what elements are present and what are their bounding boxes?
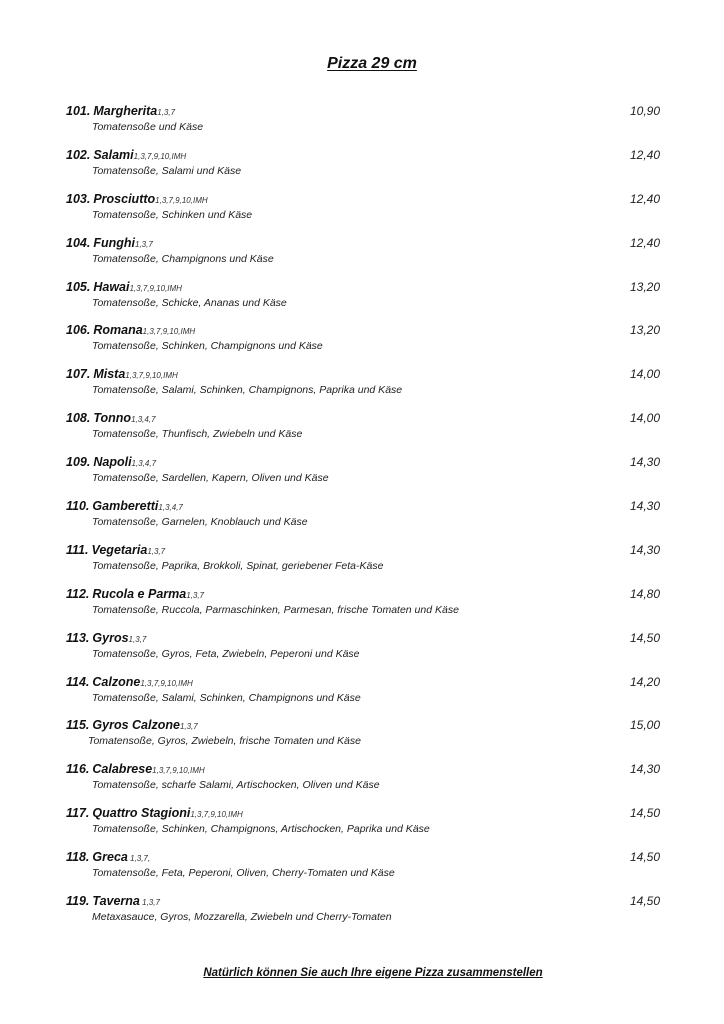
item-heading bbox=[66, 280, 660, 296]
item-description: Tomatensoße, Feta, Peperoni, Oliven, Cherry-Tomaten und Käse bbox=[92, 867, 395, 880]
menu-item bbox=[66, 455, 660, 499]
menu-item bbox=[66, 367, 660, 411]
item-heading bbox=[66, 718, 660, 734]
item-number: 109. bbox=[66, 455, 91, 470]
item-name: Margherita bbox=[93, 104, 158, 118]
item-description: Tomatensoße, Garnelen, Knoblauch und Käse bbox=[92, 516, 308, 529]
item-description: Tomatensoße, Salami und Käse bbox=[92, 164, 242, 177]
item-allergens: 1,3,7 bbox=[179, 722, 198, 732]
item-allergens: 1,3,4,7 bbox=[158, 503, 183, 513]
item-description: Tomatensoße, Sardellen, Kapern, Oliven und Käse bbox=[92, 472, 329, 485]
item-heading bbox=[66, 411, 660, 427]
item-price: 14,80 bbox=[629, 586, 660, 601]
item-name: Calabrese bbox=[92, 762, 153, 777]
item-heading bbox=[66, 455, 660, 471]
menu-item bbox=[66, 543, 660, 587]
menu-item bbox=[66, 806, 660, 850]
item-price: 13,20 bbox=[629, 323, 660, 338]
item-price: 14,30 bbox=[629, 499, 660, 514]
item-heading bbox=[66, 806, 660, 822]
item-allergens: 1,3,7 bbox=[128, 634, 147, 644]
item-number: 102. bbox=[66, 147, 91, 162]
item-number: 101. bbox=[66, 104, 91, 118]
footer-note: Natürlich können Sie auch Ihre eigene Pizza zusammenstellen bbox=[203, 967, 543, 979]
item-number: 118. bbox=[66, 850, 90, 865]
item-name: Greca bbox=[92, 850, 128, 865]
item-description: Tomatensoße, Schinken, Champignons und Käse bbox=[92, 340, 323, 353]
item-heading bbox=[66, 631, 660, 647]
item-price: 14,50 bbox=[629, 850, 660, 865]
menu-item bbox=[66, 631, 660, 675]
item-name: Vegetaria bbox=[91, 542, 148, 557]
item-allergens: 1,3,7,9,10,IMH bbox=[129, 283, 182, 293]
item-description: Tomatensoße, Paprika, Brokkoli, Spinat, geriebener Feta-Käse bbox=[92, 559, 384, 572]
item-allergens: 1,3,7, bbox=[127, 854, 151, 864]
menu-item bbox=[66, 718, 660, 762]
item-description: Tomatensoße, Salami, Schinken, Champignons, Paprika und Käse bbox=[92, 384, 403, 397]
item-name: Mista bbox=[93, 367, 126, 382]
item-price: 14,30 bbox=[629, 542, 660, 557]
item-name: Romana bbox=[93, 323, 143, 338]
item-price: 10,90 bbox=[629, 104, 660, 118]
item-number: 105. bbox=[66, 279, 91, 294]
item-number: 111. bbox=[66, 542, 89, 557]
item-allergens: 1,3,4,7 bbox=[131, 415, 156, 425]
item-allergens: 1,3,4,7 bbox=[131, 459, 157, 469]
menu-list bbox=[66, 104, 660, 938]
item-description: Tomatensoße, Champignons und Käse bbox=[92, 252, 274, 265]
item-price: 12,40 bbox=[629, 147, 660, 162]
item-description: Tomatensoße, Schicke, Ananas und Käse bbox=[92, 296, 287, 309]
item-allergens: 1,3,7 bbox=[157, 108, 176, 117]
item-description: Tomatensoße, Ruccola, Parmaschinken, Parmesan, frische Tomaten und Käse bbox=[92, 603, 459, 616]
item-number: 103. bbox=[66, 191, 91, 206]
item-name: Calzone bbox=[92, 674, 141, 689]
page-title: Pizza 29 cm bbox=[327, 55, 417, 72]
item-allergens: 1,3,7,9,10,IMH bbox=[125, 371, 178, 381]
menu-item bbox=[66, 104, 660, 148]
item-allergens: 1,3,7,9,10,IMH bbox=[142, 327, 196, 337]
item-heading bbox=[66, 543, 660, 559]
menu-item bbox=[66, 411, 660, 455]
item-name: Quattro Stagioni bbox=[92, 806, 191, 821]
item-description: Tomatensoße, Salami, Schinken, Champignons und Käse bbox=[92, 691, 361, 704]
item-price: 12,40 bbox=[629, 191, 660, 206]
item-name: Funghi bbox=[93, 235, 135, 250]
item-description: Tomatensoße und Käse bbox=[92, 121, 204, 133]
item-number: 104. bbox=[66, 235, 91, 250]
item-description: Metaxasauce, Gyros, Mozzarella, Zwiebeln und Cherry-Tomaten bbox=[92, 911, 392, 924]
item-number: 113. bbox=[66, 630, 90, 645]
item-description: Tomatensoße, Schinken, Champignons, Artischocken, Paprika und Käse bbox=[92, 823, 430, 836]
item-name: Gyros Calzone bbox=[92, 718, 180, 733]
item-price: 12,40 bbox=[629, 235, 660, 250]
item-allergens: 1,3,7,9,10,IMH bbox=[155, 195, 208, 205]
item-number: 108. bbox=[66, 411, 91, 426]
item-heading bbox=[66, 894, 660, 910]
item-heading bbox=[66, 236, 660, 252]
menu-item bbox=[66, 236, 660, 280]
item-name: Gamberetti bbox=[92, 499, 159, 514]
item-allergens: 1,3,7 bbox=[139, 898, 160, 908]
item-name: Tonno bbox=[93, 411, 132, 426]
item-name: Napoli bbox=[93, 455, 132, 470]
item-heading bbox=[66, 587, 660, 603]
menu-item bbox=[66, 675, 660, 719]
menu-item bbox=[66, 148, 660, 192]
item-number: 116. bbox=[66, 762, 90, 777]
item-price: 14,30 bbox=[629, 455, 660, 470]
menu-item bbox=[66, 192, 660, 236]
item-name: Gyros bbox=[92, 630, 129, 645]
item-description: Tomatensoße, Thunfisch, Zwiebeln und Käse bbox=[92, 428, 303, 441]
item-allergens: 1,3,7,9,10,IMH bbox=[190, 810, 243, 820]
menu-item bbox=[66, 850, 660, 894]
item-number: 110. bbox=[66, 499, 90, 514]
menu-item bbox=[66, 894, 660, 938]
item-allergens: 1,3,7,9,10,IMH bbox=[140, 678, 193, 688]
item-name: Salami bbox=[93, 147, 134, 162]
item-allergens: 1,3,7 bbox=[147, 546, 166, 556]
item-heading bbox=[66, 762, 660, 778]
item-price: 14,00 bbox=[629, 367, 660, 382]
item-heading bbox=[66, 850, 660, 866]
item-number: 107. bbox=[66, 367, 91, 382]
item-allergens: 1,3,7 bbox=[135, 239, 153, 249]
item-price: 15,00 bbox=[629, 718, 660, 733]
item-number: 106. bbox=[66, 323, 91, 338]
item-description: Tomatensoße, Schinken und Käse bbox=[92, 208, 253, 221]
item-name: Rucola e Parma bbox=[92, 586, 187, 601]
item-price: 14,00 bbox=[629, 411, 660, 426]
item-description: Tomatensoße, Gyros, Zwiebeln, frische Tomaten und Käse bbox=[88, 735, 361, 748]
item-heading bbox=[66, 323, 660, 339]
item-name: Prosciutto bbox=[93, 191, 156, 206]
menu-item bbox=[66, 762, 660, 806]
item-allergens: 1,3,7,9,10,IMH bbox=[133, 151, 187, 161]
item-number: 112. bbox=[66, 586, 90, 601]
item-name: Hawai bbox=[93, 279, 130, 294]
menu-item bbox=[66, 323, 660, 367]
menu-item bbox=[66, 499, 660, 543]
item-number: 119. bbox=[66, 894, 90, 909]
item-price: 14,50 bbox=[629, 630, 660, 645]
item-number: 114. bbox=[66, 674, 90, 689]
menu-item bbox=[66, 280, 660, 324]
item-heading bbox=[66, 192, 660, 208]
item-number: 117. bbox=[66, 806, 90, 821]
item-description: Tomatensoße, scharfe Salami, Artischocken, Oliven und Käse bbox=[92, 779, 380, 792]
item-name: Taverna bbox=[92, 894, 140, 909]
item-price: 14,20 bbox=[629, 674, 660, 689]
item-allergens: 1,3,7,9,10,IMH bbox=[152, 766, 205, 776]
item-allergens: 1,3,7 bbox=[186, 590, 204, 600]
item-price: 14,30 bbox=[629, 762, 660, 777]
item-description: Tomatensoße, Gyros, Feta, Zwiebeln, Peperoni und Käse bbox=[92, 647, 360, 660]
item-price: 14,50 bbox=[629, 894, 660, 909]
item-price: 14,50 bbox=[629, 806, 660, 821]
item-heading bbox=[66, 675, 660, 691]
item-heading bbox=[66, 104, 660, 120]
item-number: 115. bbox=[66, 718, 90, 733]
item-price: 13,20 bbox=[629, 279, 660, 294]
item-heading bbox=[66, 148, 660, 164]
item-heading bbox=[66, 499, 660, 515]
item-heading bbox=[66, 367, 660, 383]
menu-item bbox=[66, 587, 660, 631]
